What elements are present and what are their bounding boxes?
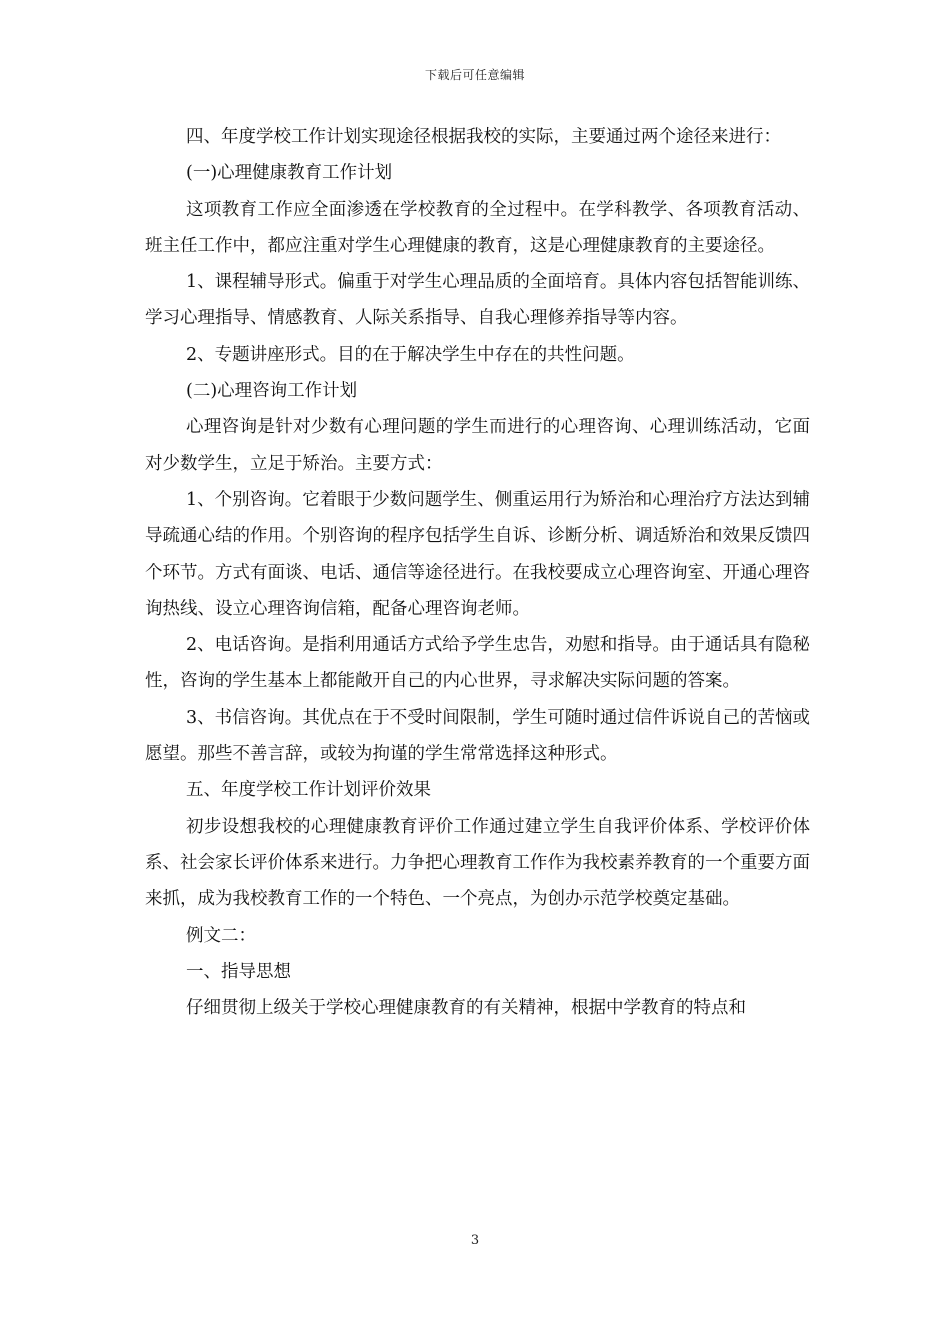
- header-note: 下载后可任意编辑: [424, 68, 525, 82]
- paragraph-lecture-form: 2、专题讲座形式。目的在于解决学生中存在的共性问题。: [186, 344, 635, 365]
- paragraph-whole-process: 这项教育工作应全面渗透在学校教育的全过程中。在学科教学、各项教育活动、班主任工作中，都应注重对学生心理健康的教育，这是心理健康教育的主要途径。: [145, 199, 810, 256]
- paragraph-guiding-ideology: 仔细贯彻上级关于学校心理健康教育的有关精神，根据中学教育的特点和: [186, 998, 746, 1019]
- page-number: 3: [470, 1233, 480, 1248]
- section-heading-guiding-ideology: 一、指导思想: [186, 961, 291, 982]
- paragraph-counseling-intro: 心理咨询是针对少数有心理问题的学生而进行的心理咨询、心理训练活动，它面对少数学生，立足于矫治。主要方式：: [145, 417, 810, 474]
- paragraph-letter-counseling: 3、书信咨询。其优点在于不受时间限制，学生可随时通过信件诉说自己的苦恼或愿望。那些不善言辞，或较为拘谨的学生常常选择这种形式。: [145, 707, 810, 765]
- section-heading-mental-health-plan: (一)心理健康教育工作计划: [186, 163, 393, 184]
- section-heading-counseling-plan: (二)心理咨询工作计划: [186, 381, 358, 402]
- paragraph-evaluation: 初步设想我校的心理健康教育评价工作通过建立学生自我评价体系、学校评价体系、社会家长评价体系来进行。力争把心理教育工作作为我校素养教育的一个重要方面来抓，成为我校教育工作的一个特色、一个亮点，为创办示范学校奠定基础。: [145, 816, 810, 910]
- paragraph-phone-counseling: 2、电话咨询。是指利用通话方式给予学生忠告，劝慰和指导。由于通话具有隐秘性，咨询的学生基本上都能敞开自己的内心世界，寻求解决实际问题的答案。: [145, 635, 810, 692]
- paragraph-individual-counseling: 1、个别咨询。它着眼于少数问题学生、侧重运用行为矫治和心理治疗方法达到辅导疏通心结的作用。个别咨询的程序包括学生自诉、诊断分析、调适矫治和效果反馈四个环节。方式有面谈、电话、通信等途径进行。在我校要成立心理咨询室、开通心理咨询热线、设立心理咨询信箱，配备心理咨询老师。: [145, 489, 810, 619]
- section-heading-example-two: 例文二：: [186, 925, 256, 946]
- section-heading-evaluation: 五、年度学校工作计划评价效果: [186, 780, 431, 801]
- document-body: [145, 119, 810, 1026]
- paragraph-course-guidance: 1、课程辅导形式。偏重于对学生心理品质的全面培育。具体内容包括智能训练、学习心理指导、情感教育、人际关系指导、自我心理修养指导等内容。: [145, 272, 810, 329]
- paragraph-implementation-approach: 四、年度学校工作计划实现途径根据我校的实际，主要通过两个途径来进行：: [186, 127, 781, 147]
